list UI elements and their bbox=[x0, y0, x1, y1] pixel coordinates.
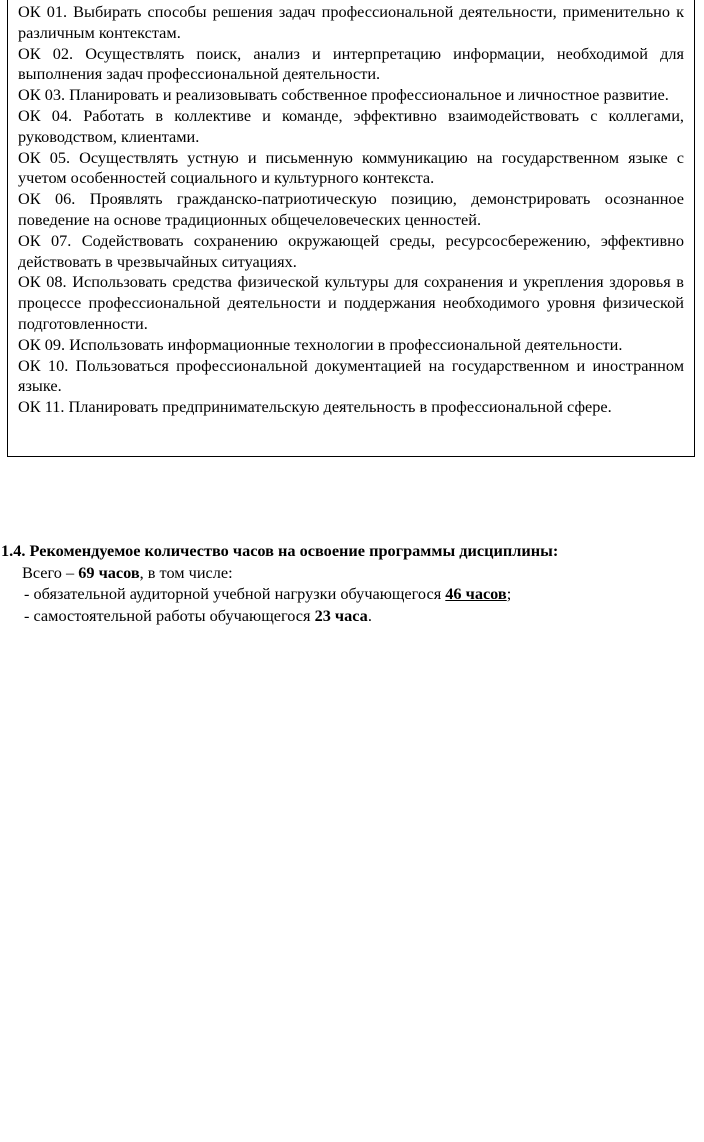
competency-text: Работать в коллективе и команде, эффективно взаимодействовать с коллегами, руководством, клиентами. bbox=[18, 105, 684, 146]
competency-ok02 bbox=[18, 44, 684, 86]
competency-code: ОК 06. bbox=[18, 189, 76, 209]
total-hours-value: 69 часов bbox=[78, 562, 140, 582]
competency-ok04 bbox=[18, 106, 684, 148]
mandatory-suffix: ; bbox=[506, 584, 512, 603]
competency-text: Использовать средства физической культуры для сохранения и укрепления здоровья в процессе профессиональной деятельности и поддержания необходимого уровня физической подготовленности. bbox=[18, 272, 684, 333]
competency-code: ОК 08. bbox=[18, 272, 67, 292]
mandatory-hours-line bbox=[0, 583, 704, 605]
total-prefix: Всего – bbox=[22, 562, 79, 582]
independent-prefix: - самостоятельной работы обучающегося bbox=[24, 605, 315, 625]
competency-text: Планировать и реализовывать собственное профессиональное и личностное развитие. bbox=[69, 85, 669, 105]
competency-text: Содействовать сохранению окружающей среды, ресурсосбережению, эффективно действовать в чрезвычайных ситуациях. bbox=[18, 230, 685, 271]
competency-ok11 bbox=[18, 397, 684, 418]
competency-text: Осуществлять поиск, анализ и интерпретацию информации, необходимой для выполнения задач профессиональной деятельности. bbox=[18, 43, 684, 84]
competency-ok03 bbox=[18, 85, 684, 106]
competency-code: ОК 07. bbox=[18, 230, 72, 250]
competencies-table-cell bbox=[7, 0, 695, 457]
competency-text: Выбирать способы решения задач профессиональной деятельности, применительно к различным контекстам. bbox=[18, 2, 684, 42]
hours-section bbox=[0, 540, 704, 626]
competency-ok08 bbox=[18, 272, 684, 334]
competency-ok06 bbox=[18, 189, 684, 231]
competency-code: ОК 10. bbox=[18, 355, 69, 375]
independent-suffix: . bbox=[367, 605, 372, 625]
competency-code: ОК 09. bbox=[18, 334, 66, 354]
competency-text: Проявлять гражданско-патриотическую позицию, демонстрировать осознанное поведение на основе традиционных общечеловеческих ценностей. bbox=[18, 189, 684, 229]
mandatory-hours-value: 46 часов bbox=[445, 584, 507, 603]
competency-text: Осуществлять устную и письменную коммуникацию на государственном языке с учетом особенностей социального и культурного контекста. bbox=[18, 147, 684, 188]
competency-text: Использовать информационные технологии в профессиональной деятельности. bbox=[69, 334, 623, 354]
mandatory-prefix: - обязательной аудиторной учебной нагрузки обучающегося bbox=[24, 584, 446, 603]
competency-ok01 bbox=[18, 2, 684, 44]
competency-ok05 bbox=[18, 148, 684, 190]
independent-hours-line bbox=[0, 605, 704, 627]
total-hours-line bbox=[0, 562, 704, 584]
competency-code: ОК 01. bbox=[18, 2, 68, 21]
competency-text: Пользоваться профессиональной документацией на государственном и иностранном языке. bbox=[18, 355, 684, 396]
section-heading: 1.4. Рекомендуемое количество часов на освоение программы дисциплины: bbox=[1, 541, 559, 560]
total-suffix: , в том числе: bbox=[139, 562, 233, 582]
competency-code: ОК 11. bbox=[18, 397, 65, 417]
competency-ok09 bbox=[18, 335, 684, 356]
competency-text: Планировать предпринимательскую деятельность в профессиональной сфере. bbox=[68, 397, 612, 417]
competency-code: ОК 03. bbox=[18, 85, 66, 105]
competency-code: ОК 04. bbox=[18, 105, 73, 125]
competency-code: ОК 02. bbox=[18, 43, 74, 63]
competency-ok07 bbox=[18, 231, 684, 273]
independent-hours-value: 23 часа bbox=[314, 605, 368, 625]
competency-code: ОК 05. bbox=[18, 147, 71, 167]
competency-ok10 bbox=[18, 356, 684, 398]
